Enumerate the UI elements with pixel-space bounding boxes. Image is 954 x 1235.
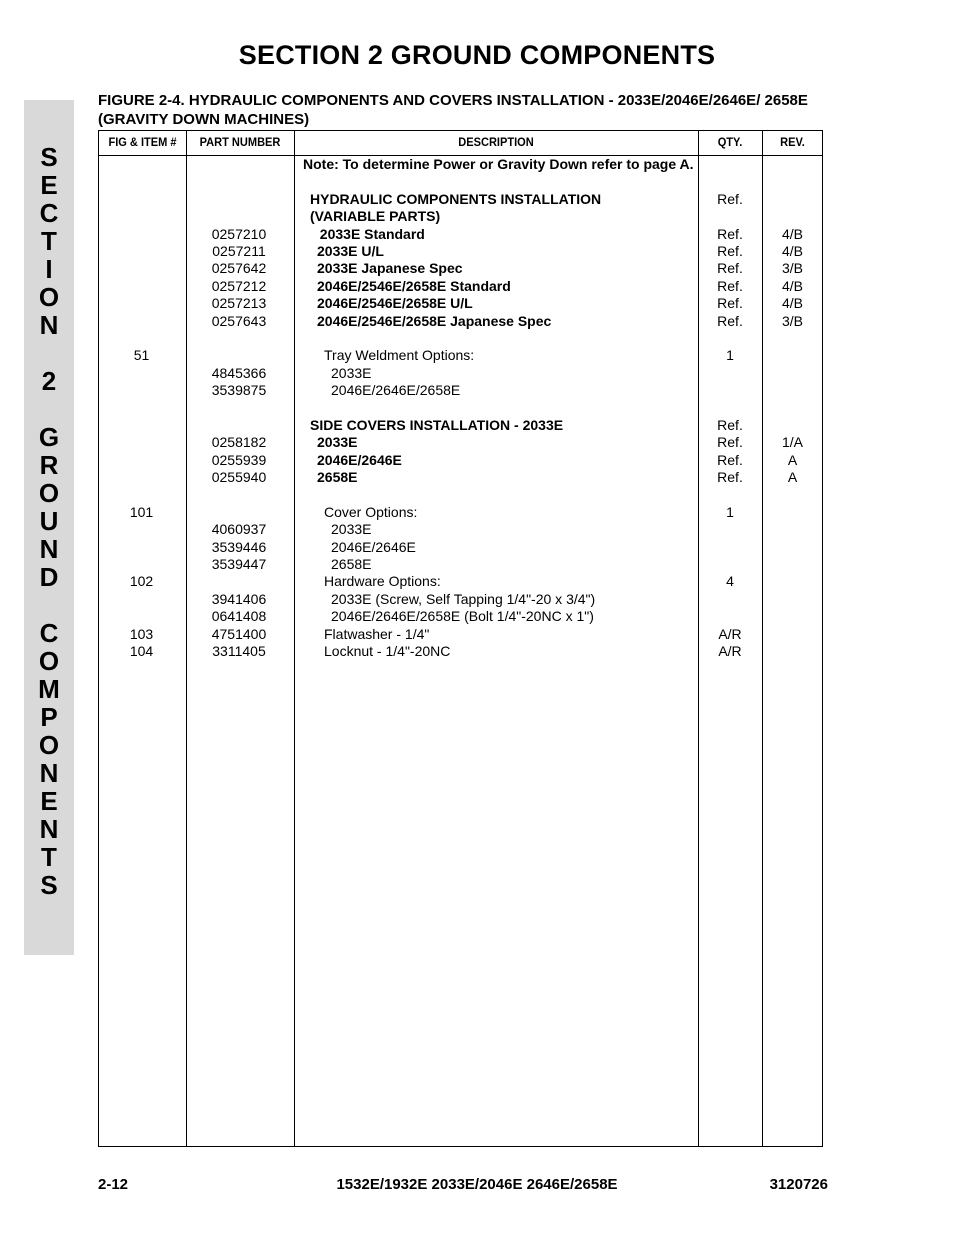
table-row: [98, 313, 823, 330]
side-tab-letter: E: [40, 786, 58, 816]
part-number-cell: 4845366: [211, 364, 267, 381]
side-tab-letter: U: [39, 506, 59, 536]
rev-cell: 3/B: [781, 260, 803, 277]
footer-page-number: 2-12: [98, 1176, 129, 1193]
header-rev: REV.: [780, 135, 805, 149]
table-row: [98, 452, 823, 469]
description-cell: 2046E/2646E/2658E: [331, 382, 461, 399]
description-cell: 2658E: [317, 469, 358, 486]
side-tab-letter: T: [41, 226, 57, 256]
description-cell: 2046E/2546E/2658E Japanese Spec: [317, 312, 552, 329]
side-tab-letter: S: [40, 870, 58, 900]
qty-cell: Ref.: [717, 416, 743, 433]
footer-models: 1532E/1932E 2033E/2046E 2646E/2658E: [336, 1176, 618, 1193]
part-number-cell: 0255940: [211, 469, 267, 486]
table-row: [98, 347, 823, 364]
qty-cell: Ref.: [717, 242, 743, 259]
table-row: [98, 382, 823, 399]
description-cell: SIDE COVERS INSTALLATION - 2033E: [310, 416, 564, 433]
side-tab-letter: S: [40, 142, 58, 172]
side-tab-letter: C: [39, 198, 59, 228]
section-side-tab: [24, 100, 74, 955]
table-row: [98, 556, 823, 573]
description-cell: HYDRAULIC COMPONENTS INSTALLATION: [310, 190, 602, 207]
part-number-cell: 0258182: [211, 434, 267, 451]
side-tab-letter: O: [38, 478, 60, 508]
figure-title: FIGURE 2-4. HYDRAULIC COMPONENTS AND COVERS INSTALLATION - 2033E/2046E/2646E/ 2658E (GRAVITY DOWN MACHINES): [98, 92, 808, 128]
side-tab-letter: D: [39, 562, 59, 592]
table-row: [98, 573, 823, 590]
side-tab-letter: P: [40, 702, 58, 732]
part-number-cell: 3539875: [211, 382, 267, 399]
description-cell: 2033E: [317, 434, 358, 451]
table-row: [98, 417, 823, 434]
table-row: [98, 608, 823, 625]
table-row: [98, 243, 823, 260]
table-row: [98, 260, 823, 277]
description-cell: 2046E/2546E/2658E Standard: [317, 277, 511, 294]
rev-cell: 4/B: [781, 242, 803, 259]
side-tab-letter: G: [38, 422, 60, 452]
part-number-cell: 3539446: [211, 538, 267, 555]
part-number-cell: 0257643: [211, 312, 267, 329]
side-tab-letter: 2: [41, 366, 57, 396]
side-tab-letter: N: [39, 310, 59, 340]
table-row: [98, 208, 823, 225]
description-cell: 2658E: [331, 555, 372, 572]
part-number-cell: 0257642: [211, 260, 267, 277]
table-row: [98, 365, 823, 382]
description-cell: 2033E: [331, 364, 372, 381]
rev-cell: A: [787, 469, 798, 486]
part-number-cell: 0641408: [211, 608, 267, 625]
rev-cell: 1/A: [781, 434, 803, 451]
table-row: [98, 295, 823, 312]
table-row: [98, 521, 823, 538]
part-number-cell: 4060937: [211, 521, 267, 538]
fig-item-cell: 51: [133, 347, 150, 364]
rev-cell: 4/B: [781, 225, 803, 242]
side-tab-letter: O: [38, 646, 60, 676]
fig-item-cell: 102: [129, 573, 154, 590]
table-row: [98, 626, 823, 643]
side-tab-letters: [24, 143, 74, 899]
table-row: [98, 591, 823, 608]
table-row: [98, 226, 823, 243]
description-cell: 2046E/2546E/2658E U/L: [317, 295, 473, 312]
part-number-cell: 0257212: [211, 277, 267, 294]
side-tab-letter: [45, 339, 52, 367]
qty-cell: Ref.: [717, 277, 743, 294]
header-qty: QTY.: [717, 135, 743, 149]
description-cell: Locknut - 1/4"-20NC: [324, 642, 451, 659]
qty-cell: A/R: [718, 625, 742, 642]
qty-cell: Ref.: [717, 295, 743, 312]
table-row: [98, 539, 823, 556]
side-tab-letter: O: [38, 730, 60, 760]
part-number-cell: 3539447: [211, 555, 267, 572]
qty-cell: A/R: [718, 642, 742, 659]
header-part-number: PART NUMBER: [199, 135, 281, 149]
side-tab-letter: N: [39, 814, 59, 844]
header-fig-item: FIG & ITEM #: [108, 135, 177, 149]
table-row: [98, 278, 823, 295]
qty-cell: Ref.: [717, 312, 743, 329]
qty-cell: Ref.: [717, 469, 743, 486]
table-row: [98, 434, 823, 451]
table-row: [98, 156, 823, 173]
part-number-cell: 0257210: [211, 225, 267, 242]
part-number-cell: 0257211: [212, 242, 266, 259]
description-cell: 2033E Japanese Spec: [317, 260, 463, 277]
side-tab-letter: [45, 591, 52, 619]
table-row: [98, 486, 823, 503]
qty-cell: Ref.: [717, 190, 743, 207]
rev-cell: 4/B: [781, 277, 803, 294]
table-row: [98, 504, 823, 521]
table-row: [98, 191, 823, 208]
table-row: [98, 643, 823, 660]
parts-table-body: [98, 156, 823, 660]
description-cell: Tray Weldment Options:: [324, 347, 475, 364]
table-row: [98, 399, 823, 416]
description-cell: (VARIABLE PARTS): [310, 208, 441, 225]
qty-cell: 1: [726, 347, 734, 364]
part-number-cell: 4751400: [211, 625, 267, 642]
description-cell: Cover Options:: [324, 503, 418, 520]
side-tab-letter: M: [38, 674, 60, 704]
description-cell: Flatwasher - 1/4": [324, 625, 430, 642]
side-tab-letter: N: [39, 534, 59, 564]
side-tab-letter: T: [41, 842, 57, 872]
fig-item-cell: 103: [129, 625, 154, 642]
side-tab-letter: R: [39, 450, 59, 480]
qty-cell: Ref.: [717, 434, 743, 451]
description-cell: 2033E: [331, 521, 372, 538]
qty-cell: 1: [726, 503, 734, 520]
qty-cell: Ref.: [717, 260, 743, 277]
side-tab-letter: E: [40, 170, 58, 200]
side-tab-letter: I: [45, 254, 53, 284]
part-number-cell: 0257213: [211, 295, 267, 312]
side-tab-letter: C: [39, 618, 59, 648]
header-description: DESCRIPTION: [458, 135, 534, 149]
qty-cell: 4: [726, 573, 734, 590]
description-cell: 2033E (Screw, Self Tapping 1/4"-20 x 3/4"): [331, 590, 596, 607]
side-tab-letter: [45, 395, 52, 423]
part-number-cell: 3311405: [212, 642, 266, 659]
fig-item-cell: 101: [129, 503, 154, 520]
qty-cell: Ref.: [717, 451, 743, 468]
part-number-cell: 3941406: [211, 590, 267, 607]
description-cell: 2033E U/L: [317, 242, 384, 259]
part-number-cell: 0255939: [211, 451, 267, 468]
rev-cell: A: [787, 451, 798, 468]
rev-cell: 4/B: [781, 295, 803, 312]
footer-doc-number: 3120726: [769, 1176, 828, 1193]
table-row: [98, 469, 823, 486]
side-tab-letter: O: [38, 282, 60, 312]
description-cell: 2046E/2646E: [317, 451, 402, 468]
description-cell: 2046E/2646E: [331, 538, 416, 555]
fig-item-cell: 104: [129, 642, 154, 659]
table-row: [98, 330, 823, 347]
table-row: [98, 173, 823, 190]
description-cell: 2046E/2646E/2658E (Bolt 1/4"-20NC x 1"): [331, 608, 594, 625]
description-cell: Note: To determine Power or Gravity Down refer to page A.: [303, 156, 694, 172]
rev-cell: 3/B: [781, 312, 803, 329]
qty-cell: Ref.: [717, 225, 743, 242]
description-cell: Hardware Options:: [324, 573, 441, 590]
side-tab-letter: N: [39, 758, 59, 788]
description-cell: 2033E Standard: [319, 225, 425, 242]
section-title: SECTION 2 GROUND COMPONENTS: [238, 40, 716, 70]
